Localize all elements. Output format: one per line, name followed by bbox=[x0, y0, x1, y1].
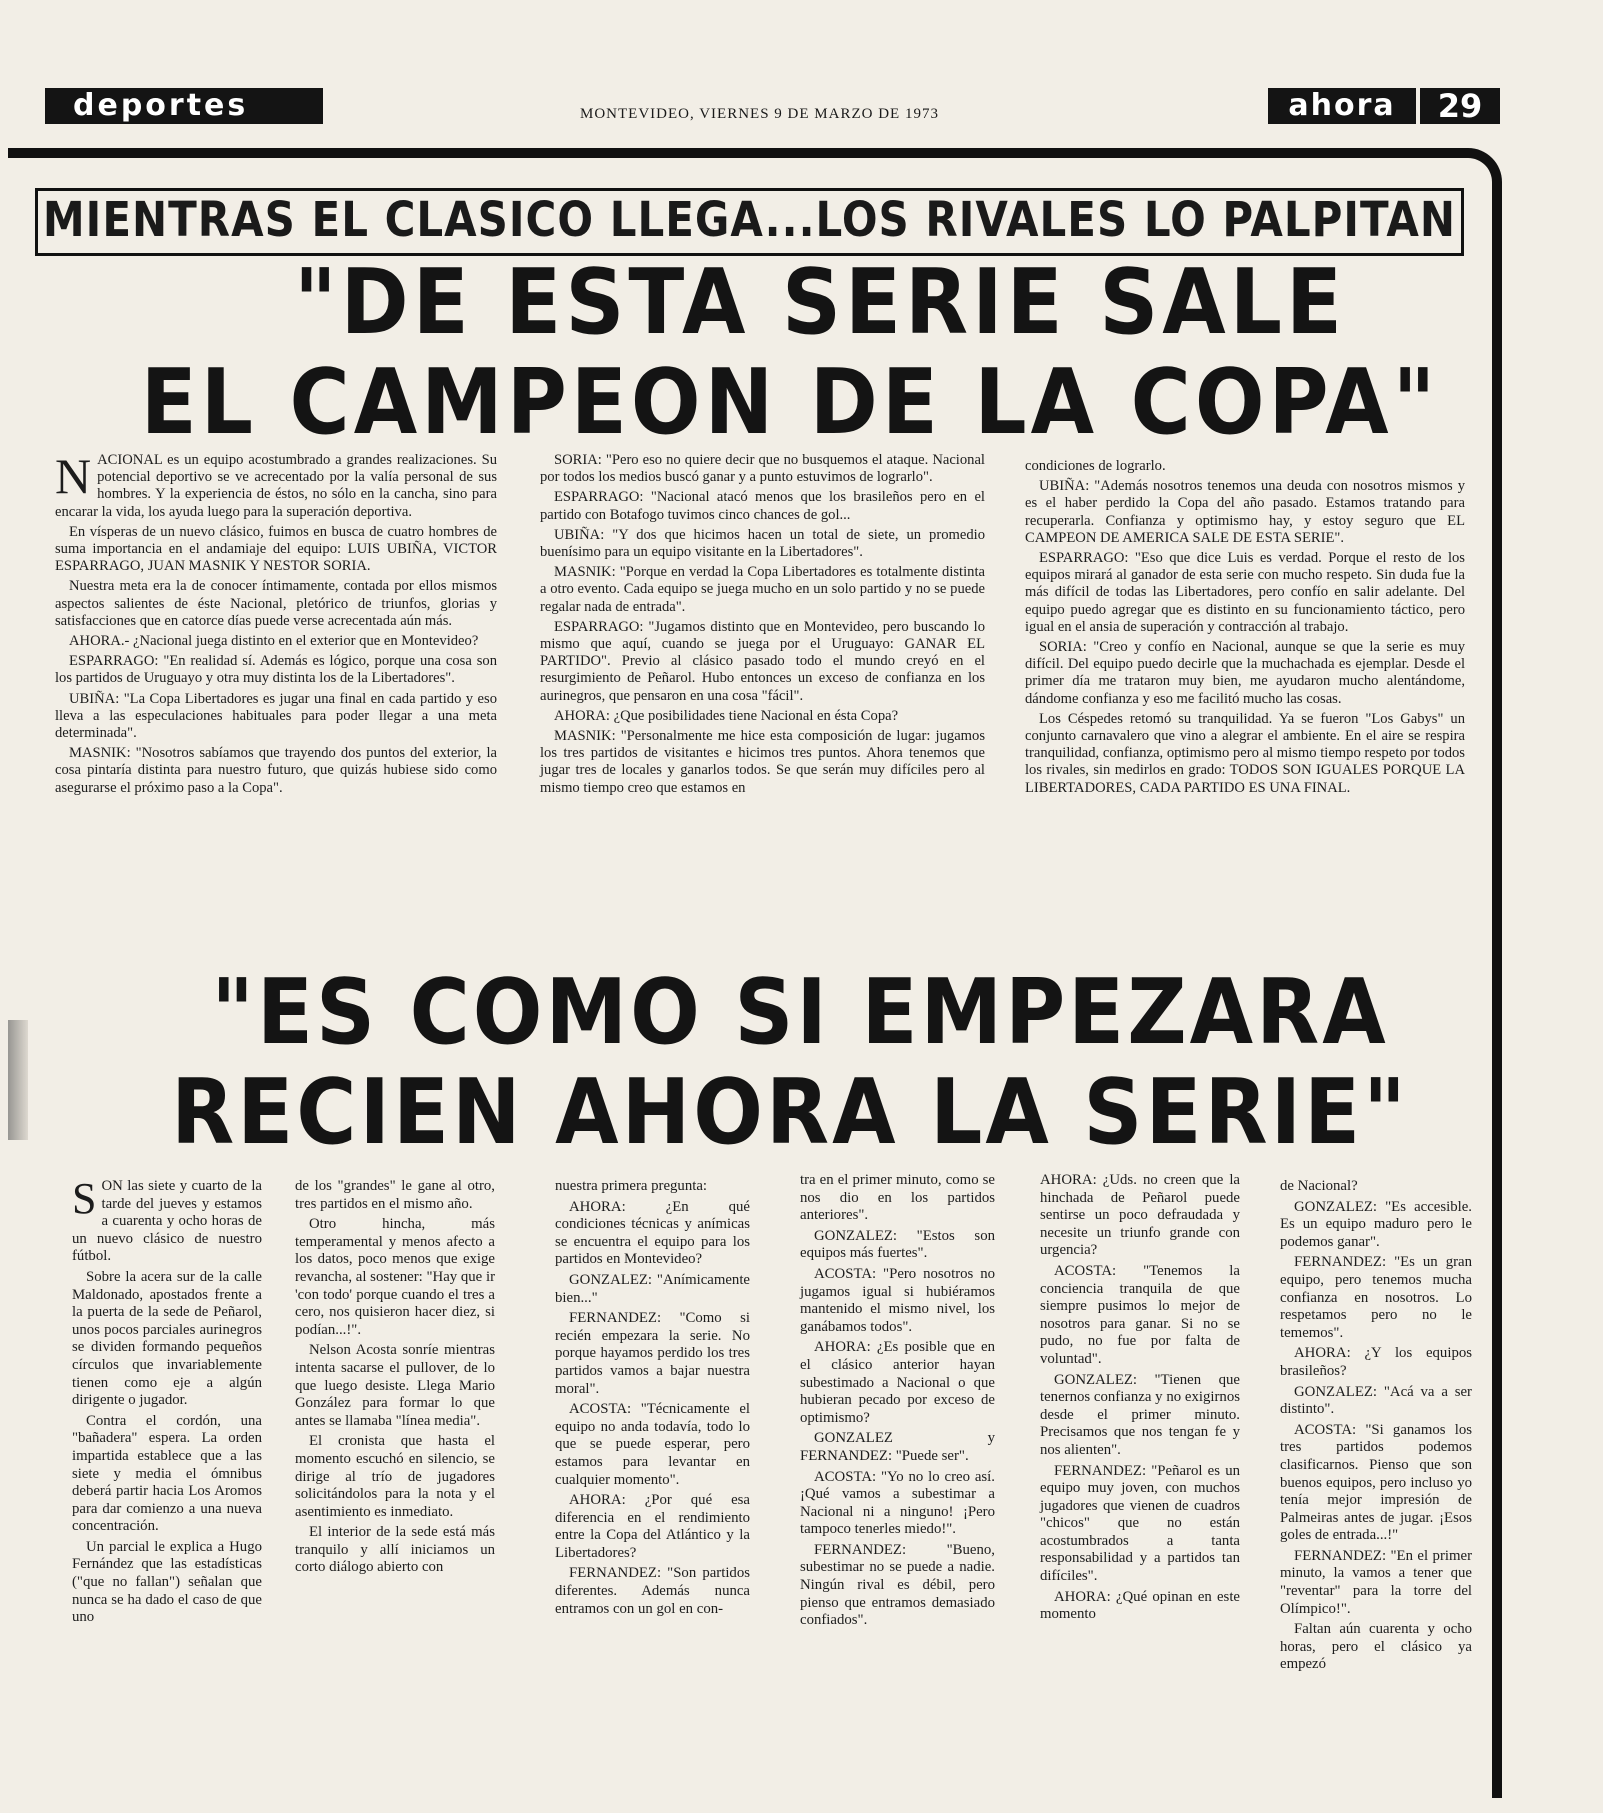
paragraph: En vísperas de un nuevo clásico, fuimos en busca de cuatro hombres de suma importancia en el andamiaje del equipo: LUIS UBIÑA, VICTOR ESPARRAGO, JUAN MASNIK Y NESTOR SORIA. bbox=[55, 523, 497, 575]
paragraph: condiciones de lograrlo. bbox=[1025, 458, 1166, 474]
section-label: deportes bbox=[73, 88, 249, 123]
paragraph: de los "grandes" le gane al otro, tres partidos en el mismo año. bbox=[295, 1178, 495, 1212]
upper-column-1 bbox=[55, 448, 497, 800]
paragraph: UBIÑA: "La Copa Libertadores es jugar una final en cada partido y eso lleva a las especulaciones habituales para poder llegar a una meta determinada". bbox=[55, 690, 497, 742]
paragraph: AHORA: ¿Qué opinan en este momento bbox=[1040, 1588, 1240, 1623]
paragraph: FERNANDEZ: "En el primer minuto, la vamos a tener que "reventar" para la torre del Olímpico!". bbox=[1280, 1547, 1472, 1617]
paragraph: ESPARRAGO: "Jugamos distinto que en Montevideo, pero buscando lo mismo que aquí, cuando se juega por el Uruguayo: GANAR EL PARTIDO". Previo al clásico pasado todo el mundo creyó en el resurgimiento de Peñarol. Hubo entonces un exceso de confianza en los aurinegros, que pensaron en una cosa "fácil". bbox=[540, 618, 985, 704]
paragraph: NACIONAL es un equipo acostumbrado a grandes realizaciones. Su potencial deportivo se ve acrecentado por la valía personal de sus hombres. Y la experiencia de éstos, no sólo en la cancha, sino para encarar la vida, los ayuda luego para la superación deportiva. bbox=[55, 448, 497, 520]
paragraph: SORIA: "Creo y confío en Nacional, aunque se que la serie es muy difícil. Del equipo puedo decirle que la muchachada es ejemplar. Desde el primer día me trataron muy bien, me ayudaron mucho alentándome, dándome confianza y eso me facilitó mucho las cosas. bbox=[1025, 639, 1465, 707]
paragraph: FERNANDEZ: "Como si recién empezara la serie. No porque hayamos perdido los tres partidos vamos a bajar nuestra moral". bbox=[555, 1310, 750, 1397]
paragraph: UBIÑA: "Además nosotros tenemos una deuda con nosotros mismos y es el haber perdido la Copa del año pasado. Estamos tratando para recuperarla. Confianza y optimismo hay, y estoy seguro que EL CAMPEON DE AMERICA SALE DE ESTA SERIE". bbox=[1025, 478, 1465, 546]
headline-1-line-1: "DE ESTA SERIE SALE bbox=[293, 250, 1347, 355]
paragraph: Nelson Acosta sonríe mientras intenta sacarse el pullover, de lo que luego desiste. Llega Mario González para formar lo que antes se llamaba "línea media". bbox=[295, 1342, 495, 1429]
lower-column-2 bbox=[295, 1178, 495, 1580]
paragraph: El interior de la sede está más tranquilo y allí iniciamos un corto diálogo abierto con bbox=[295, 1524, 495, 1576]
paragraph: Sobre la acera sur de la calle Maldonado, apostados frente a la puerta de la sede de Peñarol, unos pocos parciales aurinegros se dividen formando pequeños círculos que invariablemente tienen como eje a algún dirigente o jugador. bbox=[72, 1268, 262, 1409]
paragraph: AHORA.- ¿Nacional juega distinto en el exterior que en Montevideo? bbox=[69, 633, 479, 650]
drop-cap: S bbox=[72, 1174, 97, 1223]
lower-column-3 bbox=[555, 1178, 750, 1621]
paragraph: SON las siete y cuarto de la tarde del jueves y estamos a cuarenta y ocho horas de un nuevo clásico de nuestro fútbol. bbox=[72, 1174, 262, 1265]
upper-column-2 bbox=[540, 452, 985, 800]
headline-2-line-1: "ES COMO SI EMPEZARA bbox=[211, 960, 1389, 1065]
paragraph: AHORA: ¿Por qué esa diferencia en el rendimiento entre la Copa del Atlántico y la Libertadores? bbox=[555, 1492, 750, 1561]
dateline: MONTEVIDEO, VIERNES 9 DE MARZO DE 1973 bbox=[580, 106, 939, 122]
paragraph: GONZALEZ: "Tienen que tenernos confianza y no exigirnos desde el primer minuto. Precisamos que nos tengan fe y nos alienten". bbox=[1040, 1371, 1240, 1458]
paragraph: ESPARRAGO: "Nacional atacó menos que los brasileños pero en el partido con Botafogo tuvimos cinco chances de gol... bbox=[540, 489, 985, 523]
paragraph: nuestra primera pregunta: bbox=[555, 1178, 708, 1194]
paragraph: GONZALEZ: "Anímicamente bien..." bbox=[555, 1271, 750, 1306]
lower-column-1 bbox=[72, 1174, 262, 1630]
paragraph: ACOSTA: "Tenemos la conciencia tranquila de que siempre pusimos lo mejor de nosotros para ganar. Si no se pudo, no fue por falta de voluntad". bbox=[1040, 1262, 1240, 1367]
paragraph: Nuestra meta era la de conocer íntimamente, contada por ellos mismos aspectos salientes de éste Nacional, pletórico de triunfos, glorias y satisfacciones que en catorce días puede verse acrecentada aún más. bbox=[55, 578, 497, 629]
paragraph: FERNANDEZ: "Es un gran equipo, pero tenemos mucha confianza en nosotros. Lo respetamos pero no le tememos". bbox=[1280, 1254, 1472, 1341]
paragraph: Otro hincha, más temperamental y menos afecto a los datos, poco menos que exige revancha, al sostener: "Hay que ir 'con todo' porque cuando el tres a cero, nos quisieron hacer diez, si podían...!". bbox=[295, 1216, 495, 1338]
paragraph: ESPARRAGO: "En realidad sí. Además es lógico, porque una cosa son los partidos de Uruguayo y otra muy distinta los de la Libertadores". bbox=[55, 653, 497, 687]
section-tag bbox=[45, 88, 323, 124]
paragraph: Los Céspedes retomó su tranquilidad. Ya se fueron "Los Gabys" un conjunto carnavalero que vino a alegrar el ambiente. En el aire se respira tranquilidad, confianza, optimismo pero al mismo tiempo respeto por todos los rivales, sin medirlos en grado: TODOS SON IGUALES PORQUE LA LIBERTADORES, CADA PARTIDO ES UNA FINAL. bbox=[1025, 710, 1465, 796]
headline-2-line-2: RECIEN AHORA LA SERIE" bbox=[171, 1060, 1409, 1165]
lower-column-5 bbox=[1040, 1172, 1240, 1627]
paragraph: Un parcial le explica a Hugo Fernández que las estadísticas ("que no fallan") señalan que nunca se ha dado el caso de que uno bbox=[72, 1538, 262, 1626]
paragraph: AHORA: ¿Uds. no creen que la hinchada de Peñarol puede sentirse un poco defraudada y necesite un triunfo grande con urgencia? bbox=[1040, 1172, 1240, 1259]
newspaper-logo: ahora bbox=[1268, 88, 1416, 124]
paragraph: El cronista que hasta el momento escuchó en silencio, se dirige al trío de jugadores solicitándolos para la nota y el asentimiento es inmediato. bbox=[295, 1433, 495, 1520]
paragraph: ACOSTA: "Yo no lo creo así. ¡Qué vamos a subestimar a Nacional ni a ninguno! ¡Pero tampoco tenerles miedo!". bbox=[800, 1468, 995, 1538]
paragraph: ACOSTA: "Técnicamente el equipo no anda todavía, todo lo que se puede esperar, pero estamos para levantar en cualquier momento". bbox=[555, 1401, 750, 1488]
paragraph: MASNIK: "Porque en verdad la Copa Libertadores es totalmente distinta a otro evento. Cada equipo se juega mucho en un solo partido y no se puede regalar nada de entrada". bbox=[540, 564, 985, 615]
paragraph: ACOSTA: "Si ganamos los tres partidos podemos clasificarnos. Pienso que son buenos equipos, pero incluso yo tenía mejor impresión de Palmeiras antes de jugar. ¡Esos goles de entrada...!" bbox=[1280, 1421, 1472, 1544]
paragraph: GONZALEZ: "Estos son equipos más fuertes". bbox=[800, 1227, 995, 1262]
page-number: 29 bbox=[1420, 88, 1500, 124]
headline-1-line-2: EL CAMPEON DE LA COPA" bbox=[140, 350, 1440, 455]
edge-stain bbox=[8, 1020, 28, 1140]
upper-column-3 bbox=[1025, 458, 1465, 800]
paragraph: AHORA: ¿Y los equipos brasileños? bbox=[1280, 1345, 1472, 1379]
paragraph: ACOSTA: "Pero nosotros no jugamos igual si hubiéramos mantenido el mismo nivel, los ganábamos todos". bbox=[800, 1265, 995, 1335]
paragraph: MASNIK: "Personalmente me hice esta composición de lugar: jugamos los tres partidos de visitantes e hicimos tres puntos. Ahora tenemos que jugar tres de locales y ganarlos todos. Se que serán muy difíciles pero al mismo tiempo creo que estamos en bbox=[540, 728, 985, 796]
paragraph: FERNANDEZ: "Peñarol es un equipo muy joven, con muchos jugadores que vienen de cuadros "chicos" que no están acostumbrados a tanta responsabilidad y a partidos tan difíciles". bbox=[1040, 1462, 1240, 1585]
lower-column-4 bbox=[800, 1172, 995, 1633]
paragraph: UBIÑA: "Y dos que hicimos hacen un total de siete, un promedio buenísimo para un equipo visitante en la Libertadores". bbox=[540, 526, 985, 561]
kicker-box bbox=[35, 188, 1464, 256]
kicker-text: MIENTRAS EL CLASICO LLEGA...LOS RIVALES LO PALPITAN bbox=[42, 191, 1457, 248]
paragraph: GONZALEZ y FERNANDEZ: "Puede ser". bbox=[800, 1430, 995, 1464]
paragraph: tra en el primer minuto, como se nos dio en los partidos anteriores". bbox=[800, 1172, 995, 1224]
drop-cap: N bbox=[55, 448, 92, 504]
paragraph: SORIA: "Pero eso no quiere decir que no busquemos el ataque. Nacional por todos los medios buscó ganar y a punto estuvimos de lograrlo". bbox=[540, 452, 985, 486]
paragraph: FERNANDEZ: "Bueno, subestimar no se puede a nadie. Ningún rival es débil, pero pienso que entramos demasiado confiados". bbox=[800, 1541, 995, 1629]
paragraph: MASNIK: "Nosotros sabíamos que trayendo dos puntos del exterior, la cosa pintaría distinta para nuestro futuro, que quizás hubiese sido como asegurarse el próximo paso a la Copa". bbox=[55, 745, 497, 796]
paragraph: GONZALEZ: "Es accesible. Es un equipo maduro pero le podemos ganar". bbox=[1280, 1198, 1472, 1250]
paragraph: ESPARRAGO: "Eso que dice Luis es verdad. Porque el resto de los equipos mirará al ganador de esta serie con mucho respeto. Sin duda fue la más difícil de todas las Libertadores, pero confío en salir adelante. Del equipo puedo agregar que es distinto en su funcionamiento táctico, pero igual en el ansia de superación y contracción al trabajo. bbox=[1025, 550, 1465, 635]
paragraph: de Nacional? bbox=[1280, 1178, 1358, 1194]
paragraph: Contra el cordón, una "bañadera" espera. La orden impartida establece que a las siete y media el ómnibus deberá partir hacia Los Aromos para dar comienzo a una nueva concentración. bbox=[72, 1412, 262, 1535]
paragraph: AHORA: ¿Es posible que en el clásico anterior hayan subestimado a Nacional o que hubieran pecado por exceso de optimismo? bbox=[800, 1339, 995, 1426]
lower-column-6 bbox=[1280, 1178, 1472, 1677]
paragraph: GONZALEZ: "Acá va a ser distinto". bbox=[1280, 1383, 1472, 1418]
paragraph: FERNANDEZ: "Son partidos diferentes. Además nunca entramos con un gol en con- bbox=[555, 1565, 750, 1617]
paragraph: AHORA: ¿Que posibilidades tiene Nacional en ésta Copa? bbox=[554, 707, 899, 724]
paragraph: AHORA: ¿En qué condiciones técnicas y anímicas se encuentra el equipo para los partidos en Montevideo? bbox=[555, 1198, 750, 1268]
paragraph: Faltan aún cuarenta y ocho horas, pero el clásico ya empezó bbox=[1280, 1621, 1472, 1673]
